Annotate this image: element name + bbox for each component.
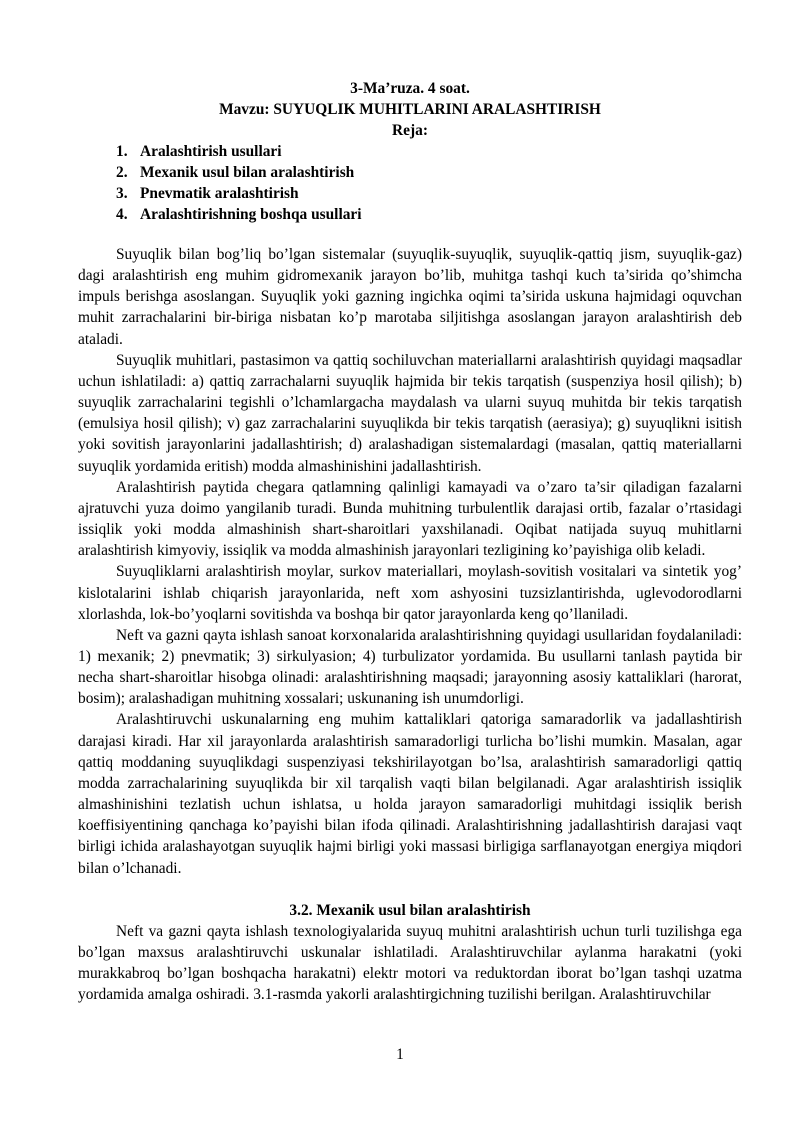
paragraph: Aralashtiruvchi uskunalarning eng muhim kattaliklari qatoriga samaradorlik va jadallashtirish darajasi kiradi. Har xil jarayonlarda aralashtirish samaradorligi turlicha bo’lishi mumkin. Masalan, agar qattiq moddaning suyuqlikdagi suspenziyasi tekshirilayotgan bo’lsa, aralashtirish samaradorligi qattiq modda zarrachalarining suyuqlikda bir xil tarqalish vaqti bilan belgilanadi. Agar aralashtirish issiqlik almashinishini tezlatish uchun ishlatsa, u holda jarayon samaradorligi muhitdagi issiqlik berish koeffisiyentining qanchaga ko’payishi bilan ifoda qilinadi. Aralashtirishning jadallashtirish darajasi vaqt birligi ichida aralashayotgan suyuqlik hajmi birligi yoki massasi birligiga sarflanayotgan energiya miqdori bilan o’lchanadi. [78, 711, 742, 877]
plan-item [116, 162, 742, 183]
plan-item-text: Mexanik usul bilan aralashtirish [140, 164, 355, 181]
lecture-topic: Mavzu: SUYUQLIK MUHITLARINI ARALASHTIRISH [219, 101, 601, 118]
lecture-number: 3-Ma’ruza. 4 soat. [350, 80, 470, 97]
plan-item-text: Aralashtirishning boshqa usullari [140, 206, 362, 223]
paragraph: Aralashtirish paytida chegara qatlamning qalinligi kamayadi va o’zaro ta’sir qiladigan fazalarni ajratuvchi yuza doimo yangilanib turadi. Bunda muhitning turbulentlik darajasi ortib, fazalar o’rtasidagi issiqlik yoki modda almashinish shart-sharoitlari yaxshilanadi. Oqibat natijada suyuq muhitlarni aralashtirish kimyoviy, issiqlik va modda almashinish jarayonlari tezligining ko’payishiga olib keladi. [78, 478, 742, 560]
plan-item-number: 2. [116, 164, 128, 181]
plan-item [116, 204, 742, 225]
plan-item-number: 3. [116, 185, 128, 202]
section-heading: 3.2. Mexanik usul bilan aralashtirish [289, 901, 531, 919]
plan-item-text: Pnevmatik aralashtirish [140, 185, 299, 202]
plan-item [116, 141, 742, 162]
page-number: 1 [396, 1046, 404, 1063]
plan-title: Reja: [392, 122, 428, 139]
paragraph: Neft va gazni qayta ishlash sanoat korxonalarida aralashtirishning quyidagi usullaridan foydalaniladi: 1) mexanik; 2) pnevmatik; 3) sirkulyasion; 4) turbulizator yordamida. Bu usullarni tanlash paytida bir necha shart-sharoitlar hisobga olinadi: aralashtirishning maqsadi; jarayonning asosiy kattaliklari (harorat, bosim); aralashadigan muhitning xossalari; uskunaning ish unumdorligi. [78, 626, 742, 708]
paragraph: Suyuqliklarni aralashtirish moylar, surkov materiallari, moylash-sovitish vositalari va sintetik yog’ kislotalarini ishlab chiqarish jarayonlarida, neft xom ashyosini tuzsizlantirishda, uglevodorodlarni xlorlashda, lok-bo’yoqlarni sovitishda va boshqa bir qator jarayonlarda keng qo’llaniladi. [78, 563, 742, 623]
plan-item [116, 183, 742, 204]
body-text [78, 244, 742, 879]
paragraph: Suyuqlik muhitlari, pastasimon va qattiq sochiluvchan materiallarni aralashtirish quyidagi maqsadlar uchun ishlatiladi: a) qattiq zarrachalarni suyuqlik hajmida bir tekis tarqatish (suspenziya hosil qilish); b) suyuqlik zarrachalarini tegishli o’lchamlargacha maydalash va ularni suyuq muhitda bir tekis tarqatish (emulsiya hosil qilish); v) gaz zarrachalarini suyuqlikda bir tekis tarqatish (aerasiya); g) suyuqlikni isitish yoki sovitish jarayonlarini jadallashtirish; d) aralashadigan sistemalardagi (masalan, qattiq materiallarni suyuqlik yordamida eritish) modda almashinishini jadallashtirish. [78, 351, 742, 475]
plan-list [78, 141, 742, 225]
plan-item-number: 1. [116, 143, 128, 160]
paragraph: Suyuqlik bilan bog’liq bo’lgan sistemalar (suyuqlik-suyuqlik, suyuqlik-qattiq jism, suyuqlik-gaz) dagi aralashtirish eng muhim gidromexanik jarayon bo’lib, muhitga tashqi kuch ta’sirida qo’shimcha impuls berishga asoslangan. Suyuqlik yoki gazning ingichka oqimi ta’sirida uskuna hajmidagi oquvchan muhit zarrachalarini bir-biriga nisbatan ko’p marotaba siljitishga asoslangan jarayon aralashtirish deb ataladi. [78, 246, 742, 348]
document-page [78, 78, 742, 1005]
plan-item-number: 4. [116, 206, 128, 223]
plan-item-text: Aralashtirish usullari [140, 143, 282, 160]
section-paragraph: Neft va gazni qayta ishlash texnologiyalarida suyuq muhitni aralashtirish uchun turli tuzilishga ega bo’lgan maxsus aralashtiruvchi uskunalar ishlatiladi. Aralashtiruvchilar aylanma harakatni (yoki murakkabroq bo’lgan boshqacha harakatni) elektr motori va reduktordan iborat bo’lgan tashqi uzatma yordamida amalga oshiradi. 3.1-rasmda yakorli aralashtirgichning tuzilishi berilgan. Aralashtiruvchilar [78, 922, 742, 1004]
